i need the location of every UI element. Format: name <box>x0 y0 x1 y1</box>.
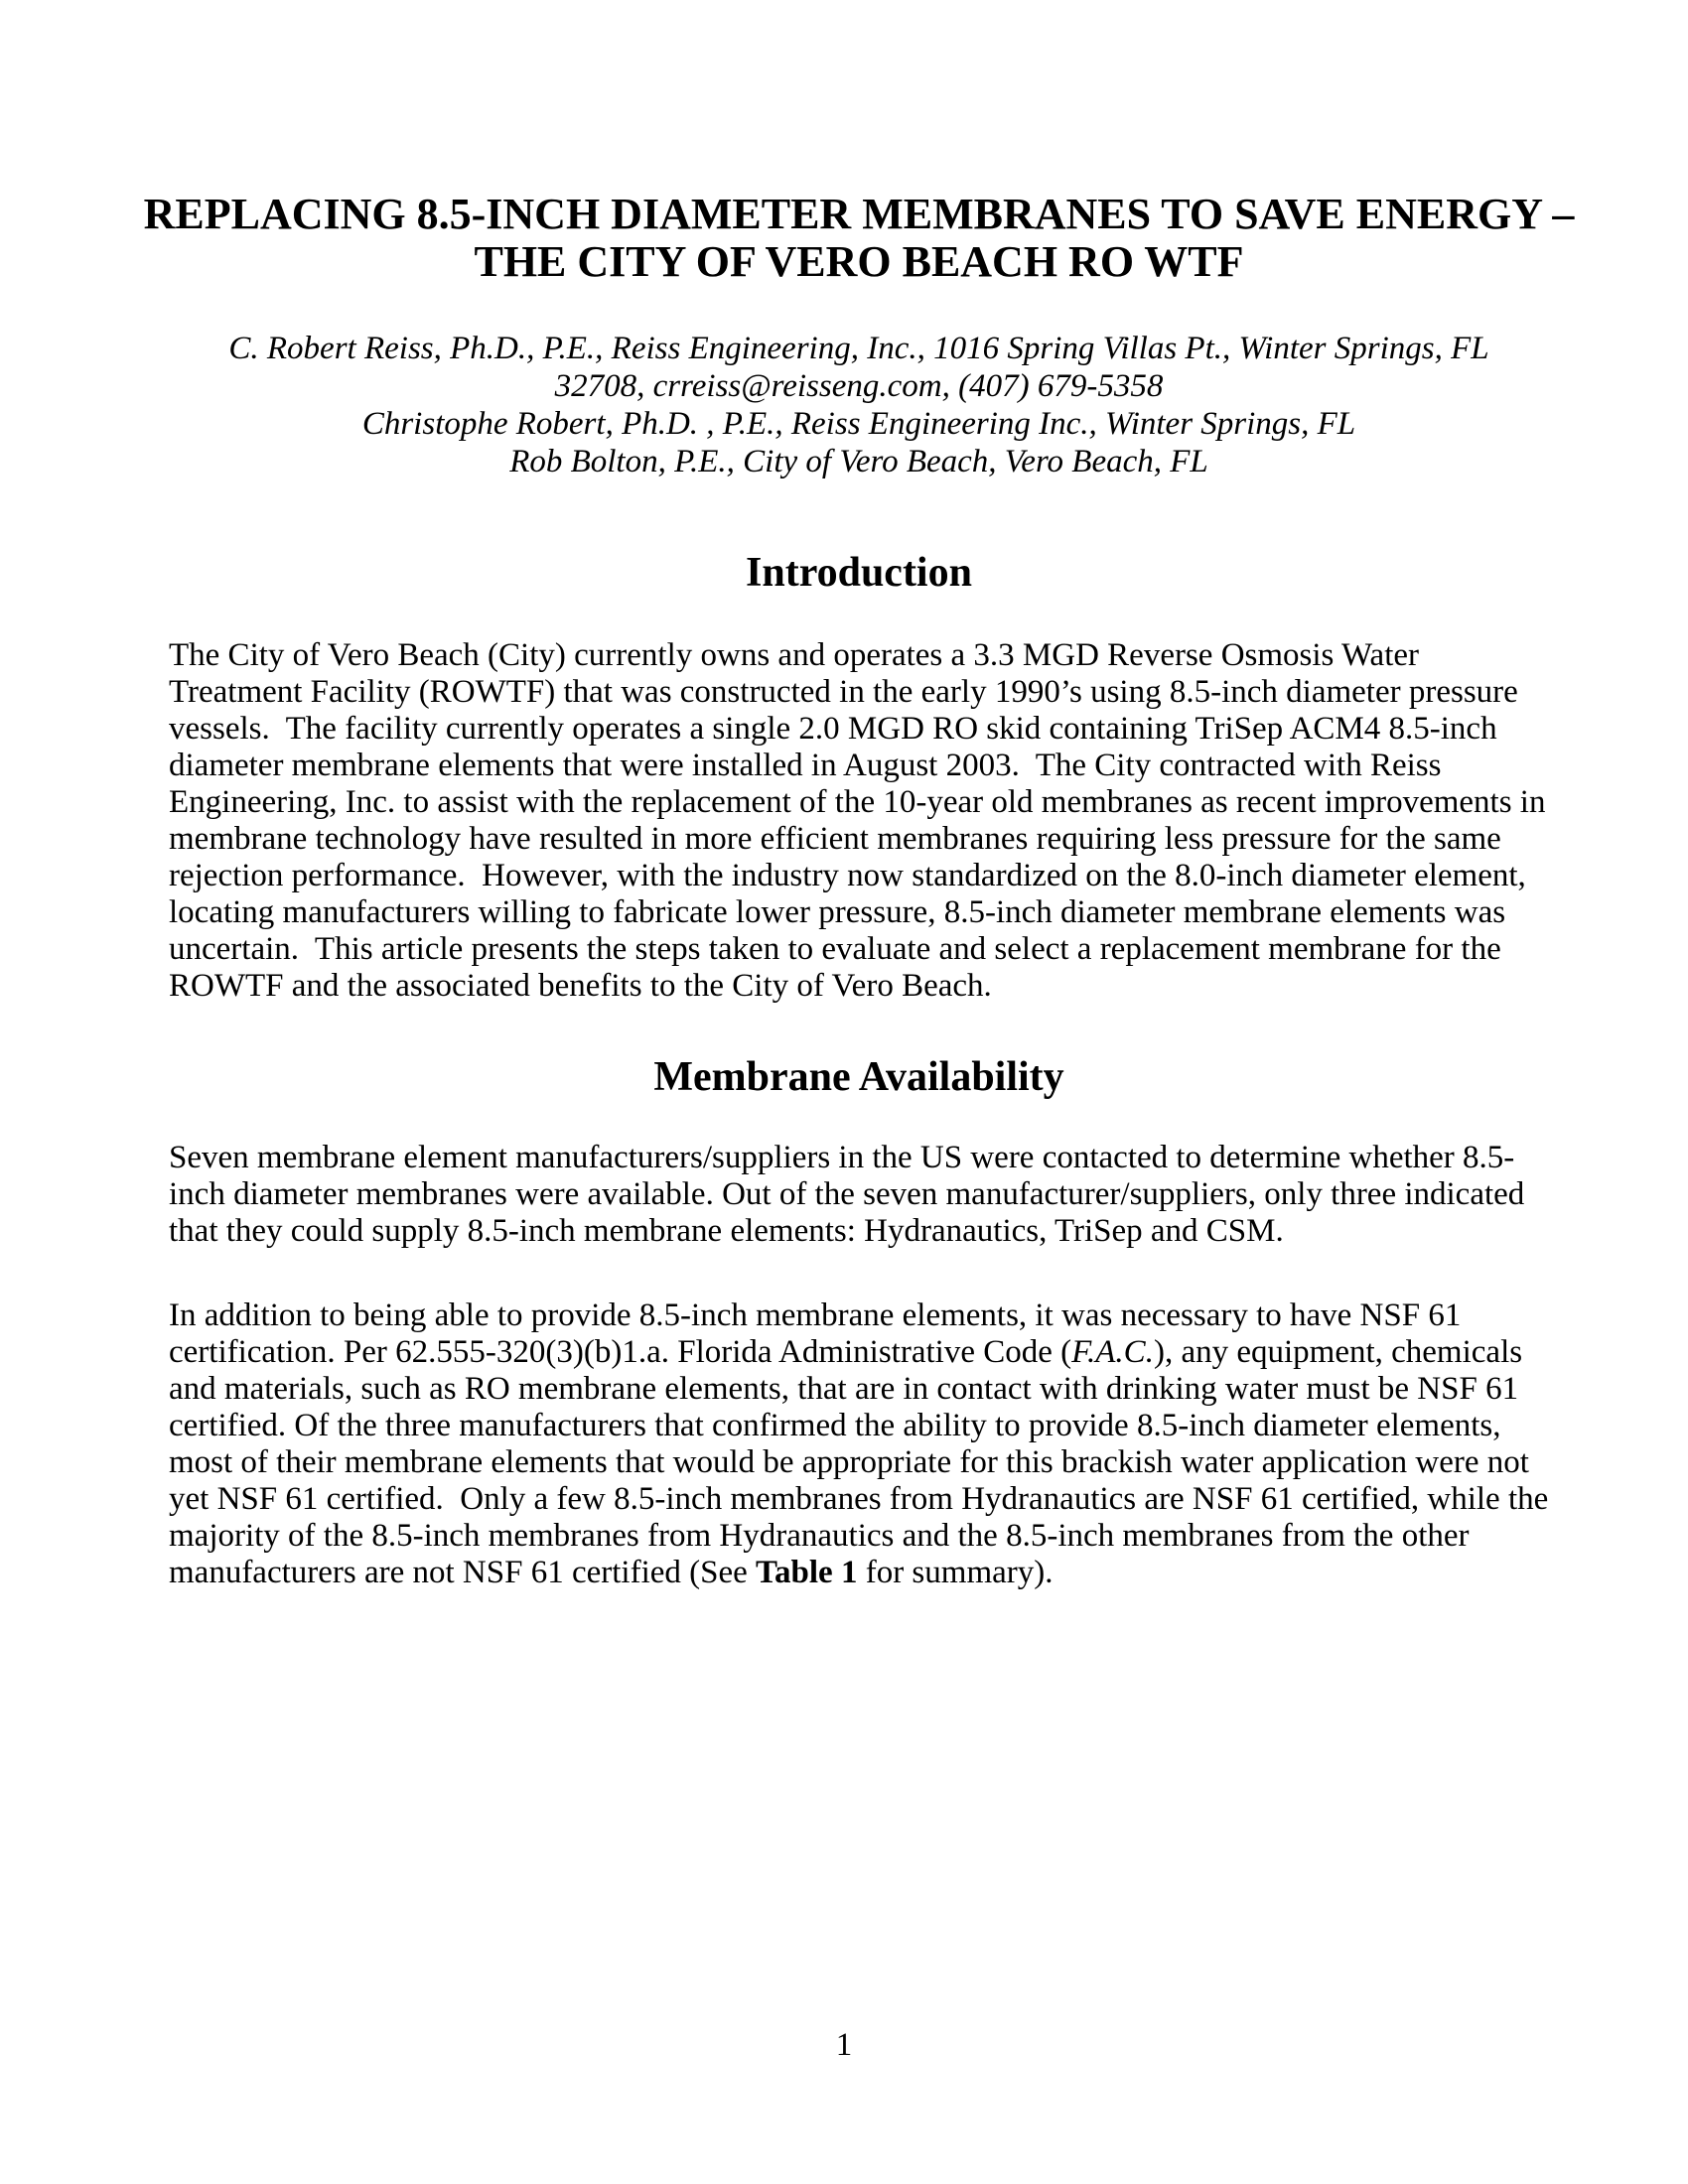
paragraph-nsf-certification: In addition to being able to provide 8.5-inch membrane elements, it was necessary to have NSF 61 certification. Per 62.555-320(3)(b)1.a. Florida Administrative Code (F.A.C.), any equipment, chemicals and materials, such as RO membrane elements, that are in contact with drinking water must be NSF 61 certified. Of the three manufacturers that confirmed the ability to provide 8.5-inch diameter elements, most of their membrane elements that would be appropriate for this brackish water application were not yet NSF 61 certified. Only a few 8.5-inch membranes from Hydranautics are NSF 61 certified, while the majority of the 8.5-inch membranes from Hydranautics and the 8.5-inch membranes from the other manufacturers are not NSF 61 certified (See Table 1 for summary). <box>169 1297 1557 1590</box>
paragraph-introduction: The City of Vero Beach (City) currently owns and operates a 3.3 MGD Reverse Osmosis Water Treatment Facility (ROWTF) that was constructed in the early 1990’s using 8.5-inch diameter pressure vessels. The facility currently operates a single 2.0 MGD RO skid containing TriSep ACM4 8.5-inch diameter membrane elements that were installed in August 2003. The City contracted with Reiss Engineering, Inc. to assist with the replacement of the 10-year old membranes as recent improvements in membrane technology have resulted in more efficient membranes requiring less pressure for the same rejection performance. However, with the industry now standardized on the 8.0-inch diameter element, locating manufacturers willing to fabricate lower pressure, 8.5-inch diameter membrane elements was uncertain. This article presents the steps taken to evaluate and select a replacement membrane for the ROWTF and the associated benefits to the City of Vero Beach. <box>169 637 1554 1004</box>
author-line-3: Christophe Robert, Ph.D. , P.E., Reiss Engineering Inc., Winter Springs, FL <box>361 406 1356 442</box>
author-line-2: 32708, crreiss@reisseng.com, (407) 679-5358 <box>554 368 1164 404</box>
page-content <box>143 0 1575 1591</box>
paper-title-line-2: THE CITY OF VERO BEACH RO WTF <box>474 237 1244 286</box>
author-block <box>169 330 1549 480</box>
section-heading-introduction: Introduction <box>746 550 972 596</box>
section-heading-membrane-availability: Membrane Availability <box>653 1054 1064 1100</box>
paper-title-line-1: REPLACING 8.5-INCH DIAMETER MEMBRANES TO SAVE ENERGY – <box>143 190 1575 238</box>
page-number: 1 <box>835 2027 853 2063</box>
author-line-1: C. Robert Reiss, Ph.D., P.E., Reiss Engineering, Inc., 1016 Spring Villas Pt., Winter Springs, FL <box>228 331 1489 366</box>
author-line-4: Rob Bolton, P.E., City of Vero Beach, Vero Beach, FL <box>509 444 1208 479</box>
paper-title <box>70 191 1648 286</box>
paragraph-membrane-suppliers: Seven membrane element manufacturers/suppliers in the US were contacted to determine whether 8.5-inch diameter membranes were available. Out of the seven manufacturer/suppliers, only three indicated that they could supply 8.5-inch membrane elements: Hydranautics, TriSep and CSM. <box>169 1140 1533 1249</box>
